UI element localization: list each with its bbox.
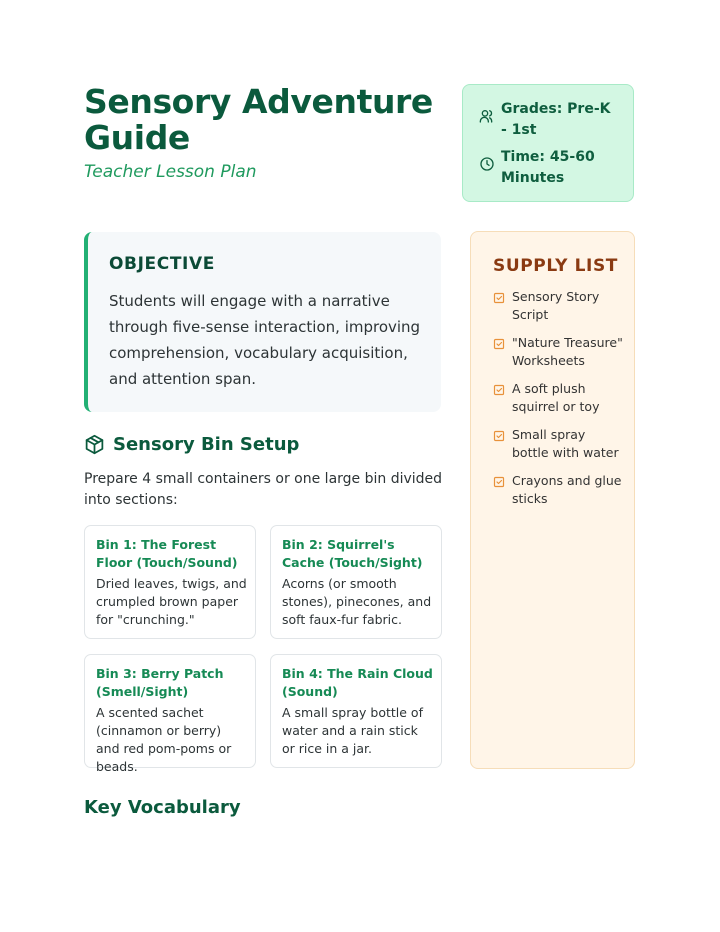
time-row [479, 147, 621, 189]
supply-list [493, 288, 624, 508]
bin-card-2 [270, 525, 442, 639]
objective-heading: OBJECTIVE [109, 254, 215, 274]
supply-item-label: Sensory Story Script [512, 289, 600, 322]
supply-item [493, 426, 624, 462]
checkbox-icon [493, 384, 505, 396]
users-icon [479, 108, 495, 124]
supply-item [493, 288, 624, 324]
checkbox-icon [493, 476, 505, 488]
supply-item [493, 472, 624, 508]
bin-card-3 [84, 654, 256, 774]
supply-list-card [470, 231, 635, 769]
checkbox-icon [493, 292, 505, 304]
grades-text: Grades: Pre-K - 1st [501, 101, 611, 138]
checkbox-icon [493, 430, 505, 442]
supply-item-label: "Nature Treasure" Worksheets [512, 335, 623, 368]
bin-description: Dried leaves, twigs, and crumpled brown paper for "crunching." [96, 576, 247, 627]
bin-title: Bin 3: Berry Patch (Smell/Sight) [96, 666, 224, 699]
supply-item-label: Crayons and glue sticks [512, 473, 622, 506]
page-subtitle: Teacher Lesson Plan [84, 162, 257, 182]
checkbox-icon [493, 338, 505, 350]
page-title: Sensory Adventure Guide [84, 82, 433, 157]
bin-title: Bin 1: The Forest Floor (Touch/Sound) [96, 537, 238, 570]
objective-card [84, 232, 441, 412]
sensory-bin-heading-text: Sensory Bin Setup [113, 434, 300, 455]
box-icon [84, 434, 105, 455]
time-text: Time: 45-60 Minutes [501, 149, 595, 186]
supply-item-label: Small spray bottle with water [512, 427, 619, 460]
clock-icon [479, 156, 495, 172]
supply-item-label: A soft plush squirrel or toy [512, 381, 600, 414]
lesson-meta-card [462, 84, 634, 202]
supply-list-heading: SUPPLY LIST [493, 256, 618, 276]
bin-card-4 [270, 654, 442, 768]
bin-description: Acorns (or smooth stones), pinecones, and soft faux-fur fabric. [282, 576, 432, 627]
bin-title: Bin 2: Squirrel's Cache (Touch/Sight) [282, 537, 423, 570]
sensory-bin-heading [84, 434, 299, 455]
bin-description: A small spray bottle of water and a rain stick or rice in a jar. [282, 705, 423, 756]
bin-card-1 [84, 525, 256, 639]
sensory-bin-intro: Prepare 4 small containers or one large bin divided into sections: [84, 471, 443, 508]
supply-item [493, 380, 624, 416]
supply-item [493, 334, 624, 370]
bin-title: Bin 4: The Rain Cloud (Sound) [282, 666, 433, 699]
key-vocabulary-heading: Key Vocabulary [84, 797, 241, 818]
bin-description: A scented sachet (cinnamon or berry) and red pom-poms or beads. [96, 705, 232, 774]
objective-text: Students will engage with a narrative through five-sense interaction, improving comprehension, vocabulary acquisition, and attention span. [109, 292, 421, 388]
grades-row [479, 99, 621, 141]
